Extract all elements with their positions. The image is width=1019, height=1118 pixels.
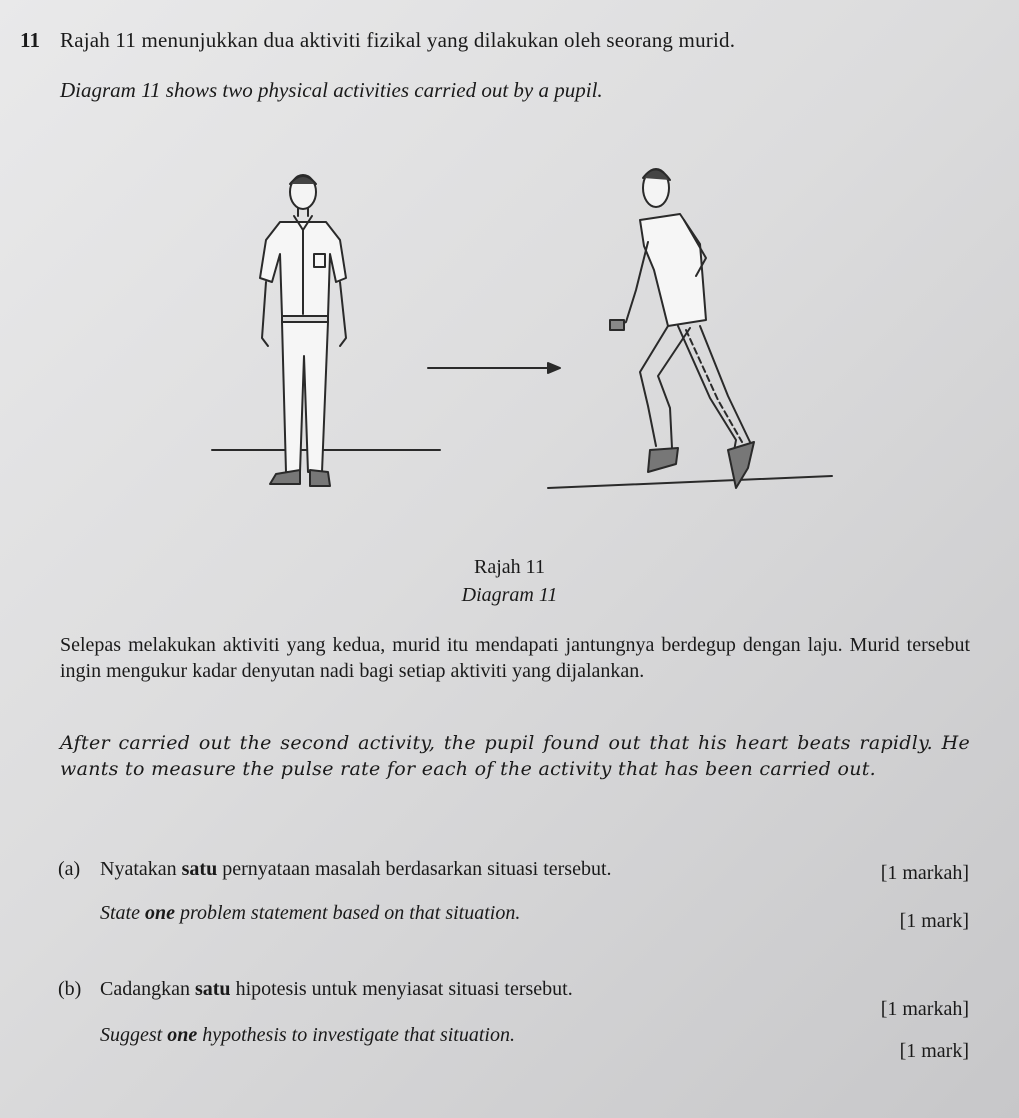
part-a-en-keyword: one <box>145 902 175 924</box>
figure-caption-en: Diagram 11 <box>461 584 558 606</box>
part-b-question-en <box>100 1024 515 1047</box>
part-a-ms-text-post: pernyataan masalah berdasarkan situasi tersebut. <box>217 858 612 880</box>
part-a-mark-en: [1 mark] <box>899 910 969 932</box>
part-b-ms-text-post: hipotesis untuk menyiasat situasi tersebut. <box>230 978 573 1000</box>
part-a-question-en <box>100 902 520 925</box>
part-a-ms-text-pre: Nyatakan <box>100 858 182 880</box>
running-pupil-figure <box>610 169 754 488</box>
situation-text-en: After carried out the second activity, the pupil found out that his heart beats rapidly. He wants to measure the pulse rate for each of the activity that has been carried out. <box>60 732 970 780</box>
part-b-en-text-post: hypothesis to investigate that situation. <box>197 1024 515 1046</box>
part-b-en-text-pre: Suggest <box>100 1024 168 1046</box>
ground-line-right <box>548 476 832 488</box>
part-b-ms-keyword: satu <box>194 978 231 1000</box>
part-b-question-ms <box>58 978 573 1001</box>
part-a-en-text-pre: State <box>100 902 145 924</box>
arrow-head <box>548 363 560 373</box>
question-number: 11 <box>20 28 41 52</box>
part-b-en-keyword: one <box>167 1024 198 1046</box>
question-intro-ms <box>20 28 735 53</box>
figure-caption-ms: Rajah 11 <box>474 556 545 578</box>
question-intro-en: Diagram 11 shows two physical activities carried out by a pupil. <box>60 78 603 102</box>
part-a-mark-ms: [1 markah] <box>880 862 969 884</box>
activity-diagram <box>200 150 840 510</box>
part-a-en-text-post: problem statement based on that situation. <box>175 902 521 924</box>
part-a-ms-keyword: satu <box>181 858 218 880</box>
part-b-ms-text-pre: Cadangkan <box>100 978 195 1000</box>
part-b-mark-ms: [1 markah] <box>880 998 969 1020</box>
situation-text-ms: Selepas melakukan aktiviti yang kedua, murid itu mendapati jantungnya berdegup dengan laju. Murid tersebut ingin mengukur kadar denyutan nadi bagi setiap aktiviti yang dijalankan. <box>60 634 970 682</box>
question-intro-ms-text: Rajah 11 menunjukkan dua aktiviti fizikal yang dilakukan oleh seorang murid. <box>60 28 736 52</box>
part-a-question-ms <box>58 858 612 881</box>
standing-pupil-figure <box>260 175 346 486</box>
part-b-label: (b) <box>58 978 82 1000</box>
part-b-mark-en: [1 mark] <box>899 1040 969 1062</box>
part-a-label: (a) <box>58 858 81 880</box>
